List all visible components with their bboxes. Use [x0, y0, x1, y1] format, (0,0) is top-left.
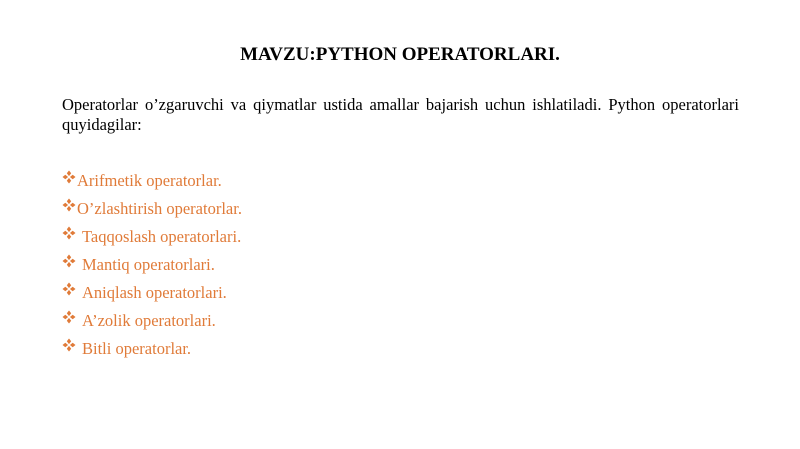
- list-item-label: A’zolik operatorlari.: [82, 311, 216, 330]
- four-diamond-bullet-icon: [62, 310, 76, 324]
- list-item-label: Arifmetik operatorlar.: [77, 171, 222, 190]
- list-item: [62, 310, 662, 338]
- list-item: [62, 170, 662, 198]
- list-item: [62, 338, 662, 366]
- four-diamond-bullet-icon: [62, 226, 76, 240]
- list-item-label: Aniqlash operatorlari.: [82, 283, 227, 302]
- four-diamond-bullet-icon: [62, 254, 76, 268]
- four-diamond-bullet-icon: [62, 170, 76, 184]
- four-diamond-bullet-icon: [62, 282, 76, 296]
- list-item-label: Mantiq operatorlari.: [82, 255, 215, 274]
- four-diamond-bullet-icon: [62, 338, 76, 352]
- list-item: [62, 226, 662, 254]
- list-item: [62, 198, 662, 226]
- list-item: [62, 282, 662, 310]
- operator-list: [62, 170, 662, 366]
- list-item-label: Bitli operatorlar.: [82, 339, 192, 358]
- intro-paragraph: Operatorlar o’zgaruvchi va qiymatlar ustida amallar bajarish uchun ishlatiladi. Python operatorlari quyidagilar:: [62, 95, 739, 134]
- list-item: [62, 254, 662, 282]
- list-item-label: O’zlashtirish operatorlar.: [77, 199, 242, 218]
- list-item-label: Taqqoslash operatorlari.: [82, 227, 242, 246]
- slide-title: MAVZU:PYTHON OPERATORLARI.: [240, 44, 560, 65]
- four-diamond-bullet-icon: [62, 198, 76, 212]
